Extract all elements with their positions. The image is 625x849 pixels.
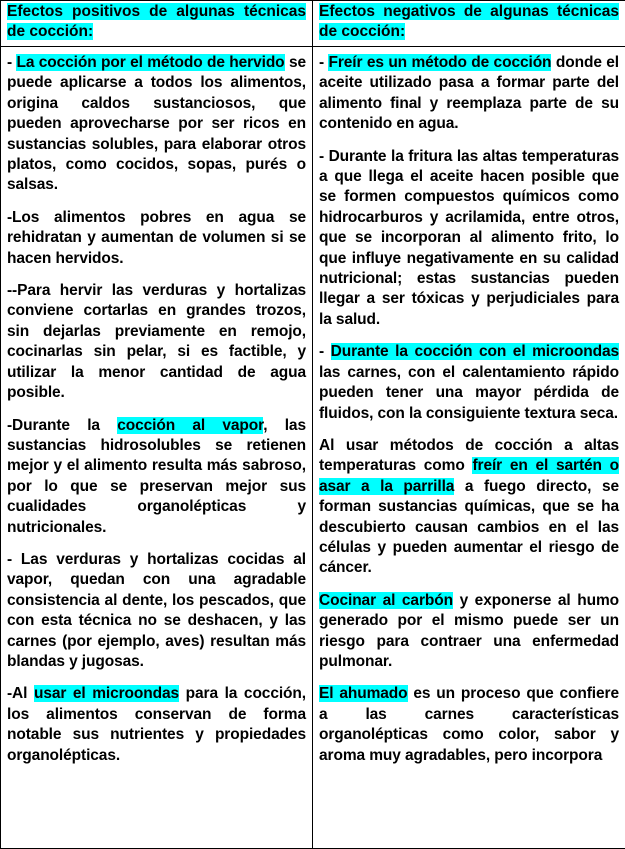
paragraph [7,281,306,403]
highlighted-text: freír en el sartén o asar a la parrilla [319,457,620,495]
paragraph [7,550,306,672]
header-cell-positive [1,1,313,47]
paragraph-text: - Durante la fritura las altas temperaturas a que llega el aceite hacen posible que se formen compuestos químicos como hidrocarburos y acrilamida, entre otros, que se incorporan al alimento frito, lo que influye negativamente en su calidad nutricional; estas sustancias pueden llegar a ser tóxicas y perjudiciales para la salud. [319,147,619,328]
paragraph-text: - [319,54,329,71]
header-row [1,1,625,47]
paragraph-text: para la cocción, los alimentos conservan de forma notable sus nutrientes y propiedades organolépticas. [7,685,306,764]
paragraph [319,436,619,579]
highlighted-text: cocción al vapor [117,416,264,434]
paragraph-text: -Los alimentos pobres en agua se rehidratan y aumentan de volumen si se hacen hervidos. [7,208,306,267]
paragraph-text: , las sustancias hidrosolubles se retienen mejor y el alimento resulta más sabroso, por lo que se preservan mejor sus cualidades organolépticas y nutricionales. [7,416,306,536]
paragraph-text: a fuego directo, se forman sustancias químicas, que se ha descubierto causan cambios en el las células y pueden aumentar el riesgo de cáncer. [319,477,619,577]
paragraph [319,342,619,424]
highlighted-text: El ahumado [319,685,408,703]
paragraph-text: las carnes, con el calentamiento rápido pueden tener una mayor pérdida de fluidos, con la consiguiente textura seca. [319,363,619,422]
paragraph [319,684,619,766]
paragraph-text: - [7,54,17,71]
negative-effects-cell [313,47,625,849]
paragraph-text: donde el aceite utilizado pasa a formar parte del alimento final y reemplaza parte de su contenido en agua. [319,54,619,133]
content-row [1,47,625,849]
header-negative: Efectos negativos de algunas técnicas de cocción: [319,3,619,40]
paragraph-text: Al usar métodos de cocción a altas temperaturas como [319,436,619,475]
paragraph-text: -Al [7,685,34,703]
paragraph-text: - [319,343,331,361]
paragraph-text: - Las verduras y hortalizas cocidas al vapor, quedan con una agradable consistencia al dente, los pescados, que con esta técnica no se deshacen, y las carnes (por ejemplo, aves) resultan más blandas y jugosas. [7,550,306,670]
header-cell-negative [313,1,625,47]
paragraph-text: es un proceso que confiere a las carnes características organolépticas como color, sabor y aroma muy agradables, pero incorpora [319,685,619,764]
paragraph-text: -Durante la [7,416,118,434]
highlighted-text: usar el microondas [33,685,180,703]
highlighted-text: Cocinar al carbón [319,591,453,609]
paragraph [7,53,306,196]
paragraph [7,416,306,538]
negative-effects-list [319,53,619,766]
paragraph [319,147,619,331]
paragraph [7,684,306,766]
paragraph-text: --Para hervir las verduras y hortalizas conviene cortarlas en grandes trozos, sin dejarlas previamente en remojo, cocinarlas sin pelar, si es factible, y utilizar la menor cantidad de agua posible. [7,282,306,402]
positive-effects-list [7,53,306,766]
paragraph [319,53,619,135]
paragraph-text: se puede aplicarse a todos los alimentos, origina caldos sustanciosos, que pueden aprovecharse por ser ricos en sustancias solubles, para elaborar otros platos, como cocidos, sopas, purés o salsas. [7,54,307,194]
header-positive: Efectos positivos de algunas técnicas de cocción: [7,3,306,40]
highlighted-text: La cocción por el método de hervido [16,54,285,71]
paragraph [319,591,619,673]
highlighted-text: Durante la cocción con el microondas [330,343,619,361]
paragraph-text: y exponerse al humo generado por el mismo puede ser un riesgo para contraer una enfermedad pulmonar. [319,591,619,670]
positive-effects-cell [1,47,313,849]
paragraph [7,208,306,269]
highlighted-text: Freír es un método de cocción [328,54,552,71]
